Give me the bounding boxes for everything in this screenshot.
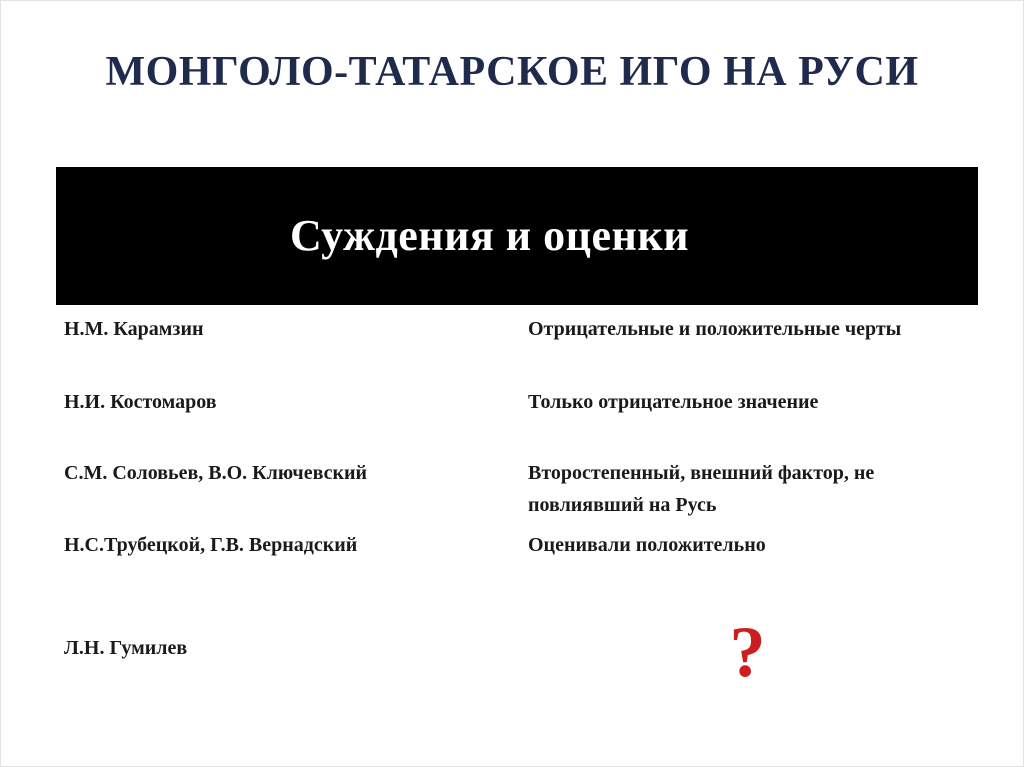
row-name: Л.Н. Гумилев [64,637,188,659]
row-name: Н.И. Костомаров [64,391,217,413]
row-name: Н.С.Трубецкой, Г.В. Вернадский [64,534,358,556]
row-name: С.М. Соловьев, В.О. Ключевский [64,462,368,484]
question-mark: ? [729,612,766,692]
row-evaluation: Только отрицательное значение [528,391,819,413]
row-evaluation: Оценивали положительно [528,534,766,556]
header-bar [56,167,978,305]
slide-title: МОНГОЛО-ТАТАРСКОЕ ИГО НА РУСИ [105,49,919,95]
row-evaluation: Отрицательные и положительные черты [528,318,902,340]
header-text: Суждения и оценки [290,211,690,260]
row-evaluation: Второстепенный, внешний фактор, не повлиявший на Русь [528,462,875,516]
row-name: Н.М. Карамзин [64,318,204,340]
